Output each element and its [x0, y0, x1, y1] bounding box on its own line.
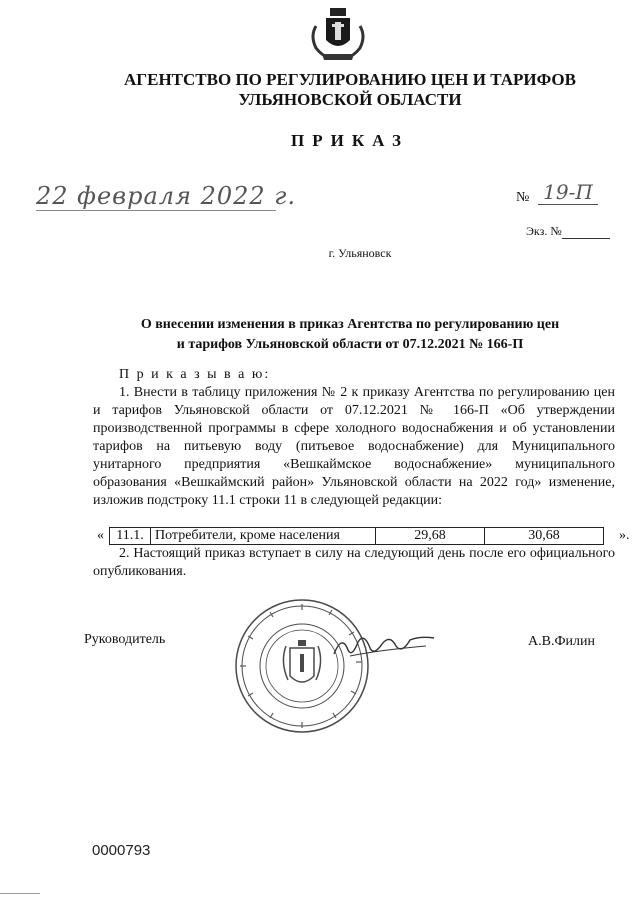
- signatory-role: Руководитель: [84, 632, 166, 647]
- handwritten-date: 22 февраля 2022 г.: [36, 182, 297, 210]
- copy-number-label: Экз. №: [526, 224, 562, 238]
- table: [109, 527, 604, 545]
- date-underline: [36, 210, 276, 211]
- subject-line2: и тарифов Ульяновской области от 07.12.2021 № 166-П: [176, 337, 524, 352]
- agency-title: [60, 70, 640, 110]
- copy-number: [526, 224, 610, 239]
- subject-line1: О внесении изменения в приказ Агентства по регулированию цен: [140, 317, 560, 332]
- cell-code: 11.1.: [110, 528, 151, 545]
- registration-number: 0000793: [92, 842, 151, 859]
- coat-of-arms-icon: [308, 6, 368, 64]
- order-body: [93, 366, 615, 510]
- signatory-name: А.В.Филин: [528, 634, 595, 649]
- agency-title-line2: УЛЬЯНОВСКОЙ ОБЛАСТИ: [238, 90, 462, 109]
- handwritten-signature: [330, 628, 440, 664]
- item-2: 2. Настоящий приказ вступает в силу на следующий день после его официального опубликования.: [93, 546, 615, 579]
- cell-tariff-2: 30,68: [485, 528, 604, 545]
- item-1: 1. Внести в таблицу приложения № 2 к приказу Агентства по регулированию цен и тарифов Ульяновской области от 07.12.2021 № 166-П «Об утверждении производственной программы в сфере холодного водоснабжения и об установлении тарифов на питьевую воду (питьевое водоснабжение) для Муниципального унитарного предприятия «Вешкаймское водоснабжение» муниципального образования «Вешкаймский район» Ульяновской области на 2022 год» изменение, изложив подстроку 11.1 строки 11 в следующей редакции:: [93, 385, 615, 508]
- table-close-quote: ».: [619, 528, 630, 543]
- table-row: [110, 528, 604, 545]
- copy-number-blank: [562, 238, 610, 239]
- document-type: ПРИКАЗ: [291, 131, 409, 150]
- order-subject: [60, 315, 640, 355]
- order-body-continued: [93, 545, 615, 581]
- cell-consumer: Потребители, кроме населения: [151, 528, 376, 545]
- city: г. Ульяновск: [328, 246, 392, 260]
- agency-title-line1: АГЕНТСТВО ПО РЕГУЛИРОВАНИЮ ЦЕН И ТАРИФОВ: [124, 70, 576, 89]
- amendment-table: [93, 527, 633, 545]
- table-open-quote: «: [97, 528, 104, 543]
- official-seal-icon: [232, 596, 372, 736]
- cell-tariff-1: 29,68: [376, 528, 485, 545]
- footer-divider: [0, 893, 40, 894]
- prikazyvayu: П р и к а з ы в а ю:: [119, 367, 271, 382]
- number-label: №: [516, 190, 530, 205]
- handwritten-number: 19-П: [538, 180, 598, 205]
